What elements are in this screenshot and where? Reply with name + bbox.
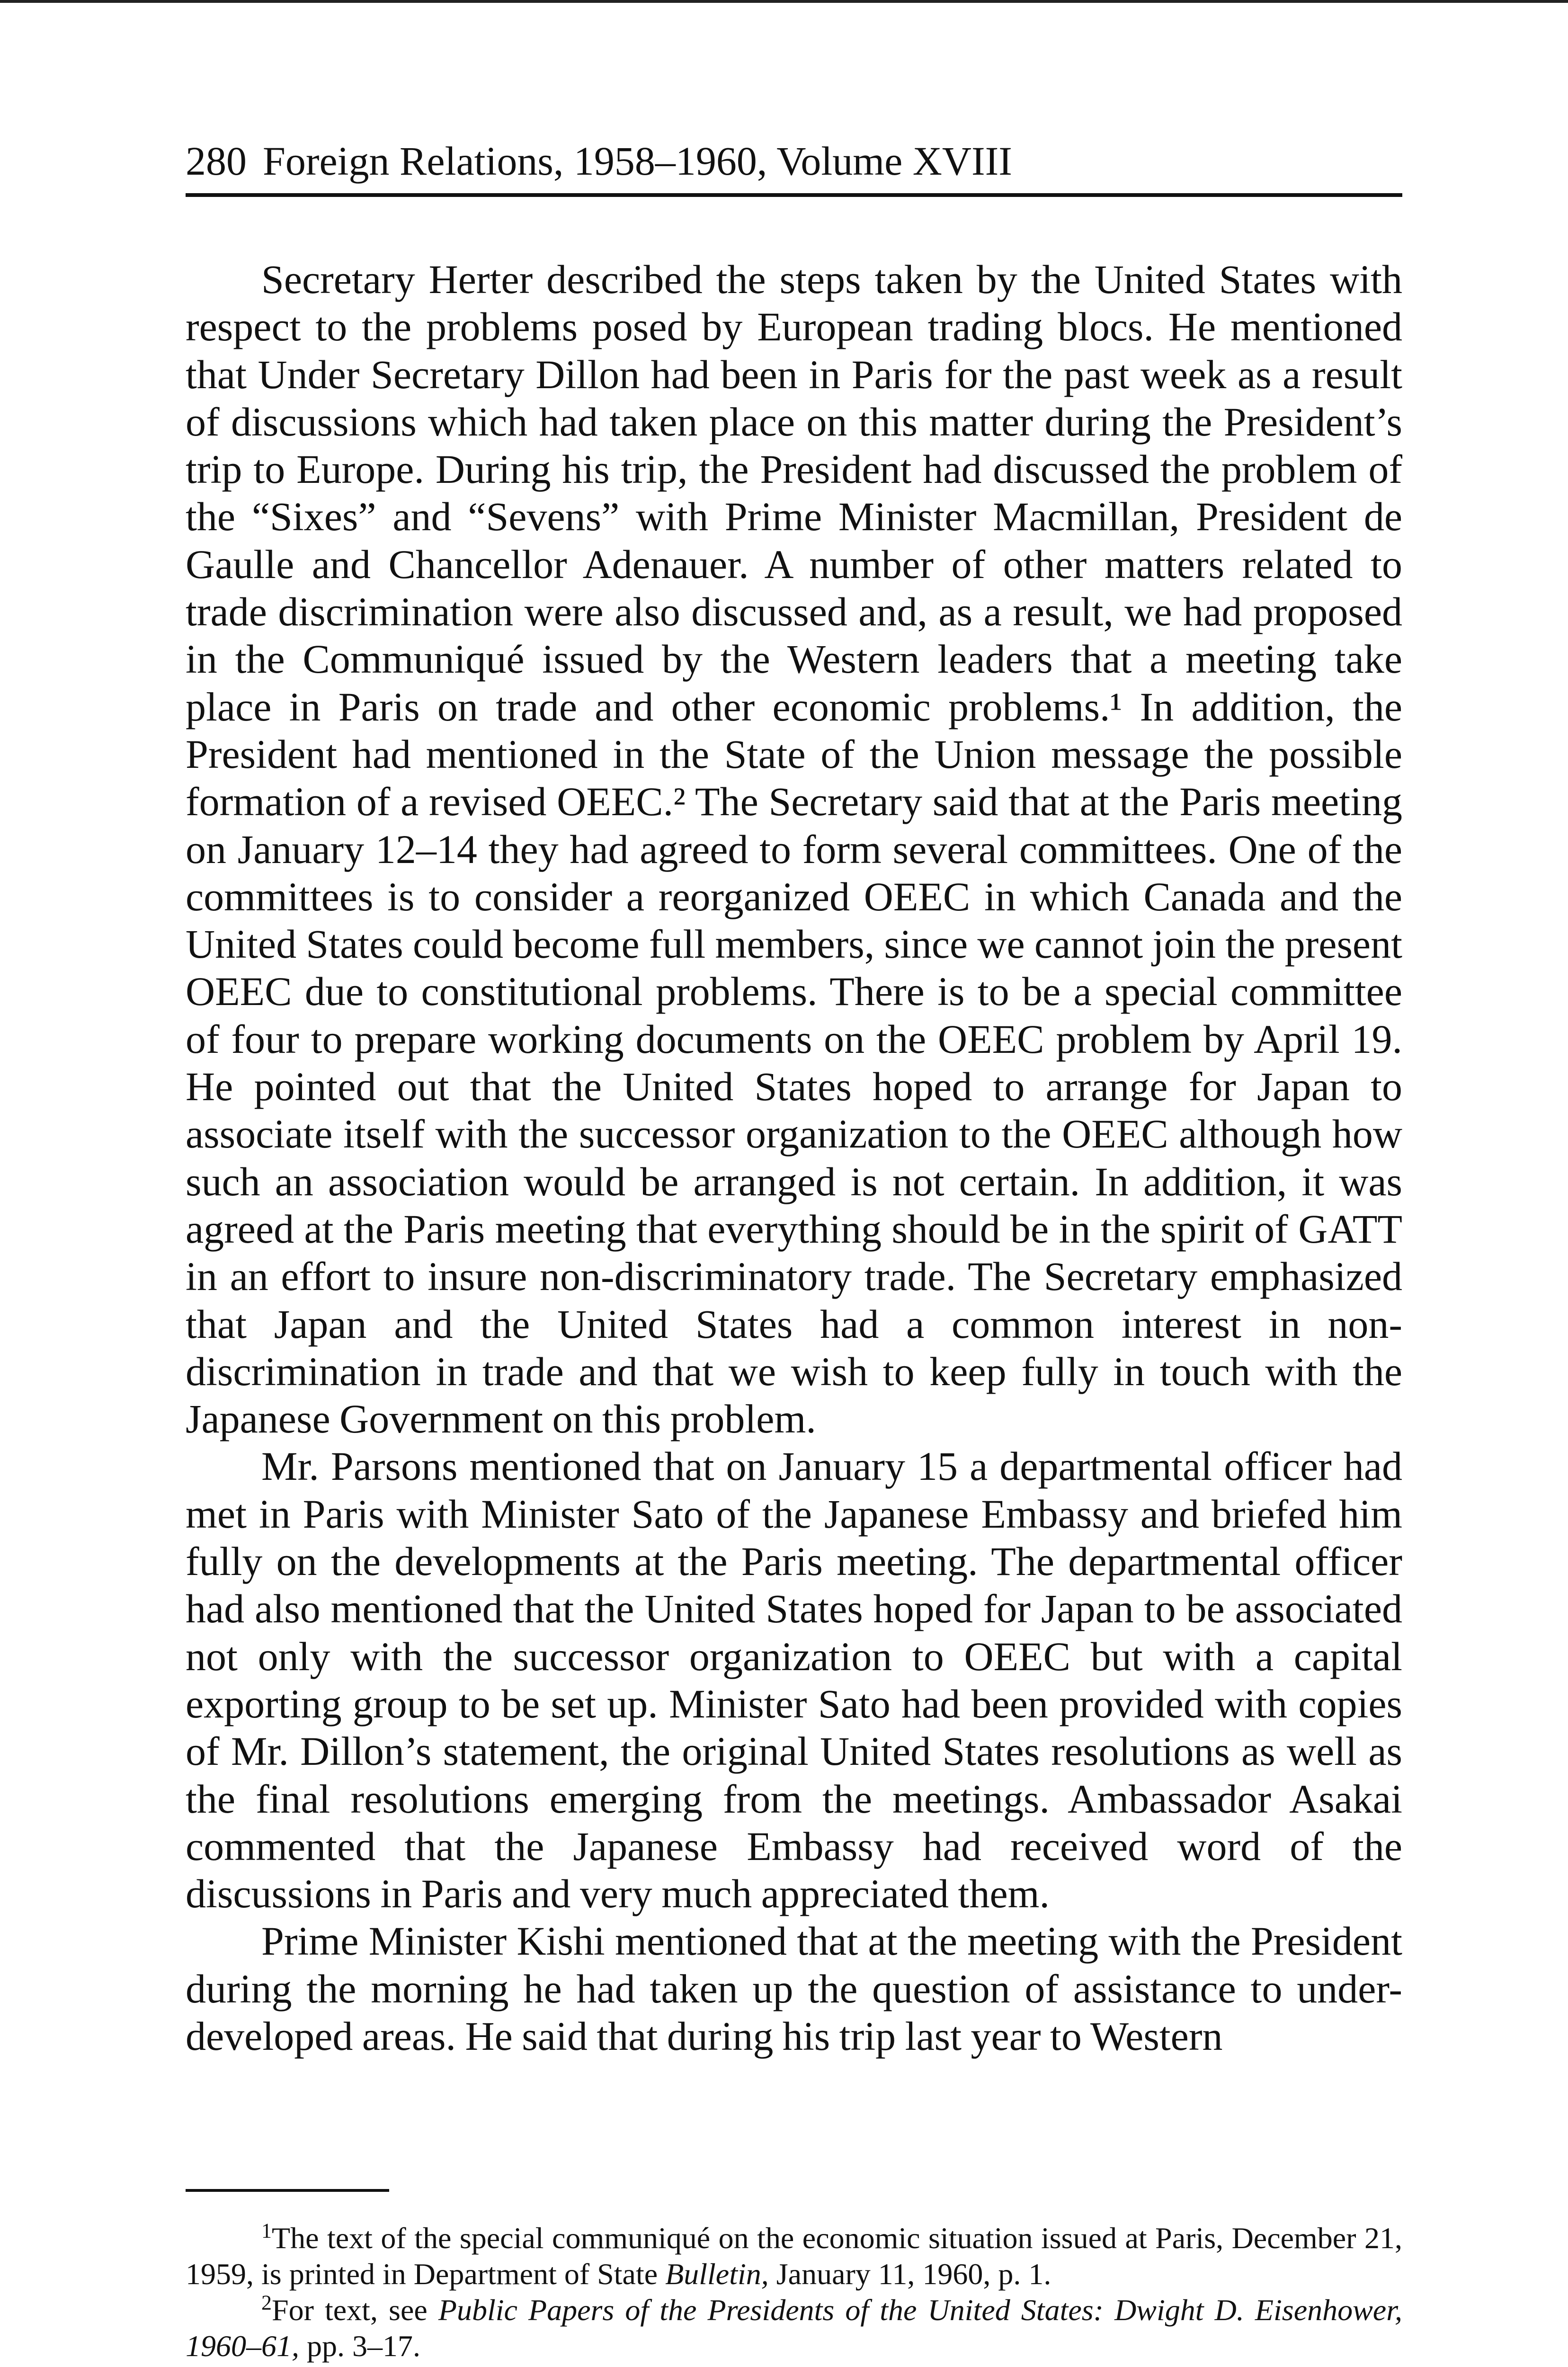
footnote-2 <box>186 2292 1402 2364</box>
page-number: 280 <box>186 138 247 184</box>
footnote-1 <box>186 2220 1402 2292</box>
footnote-text-after: January 11, 1960, p. 1. <box>768 2257 1051 2291</box>
footnote-text: For text, see <box>272 2293 438 2327</box>
paragraph-kishi: Prime Minister Kishi mentioned that at the meeting with the President during the morning he had taken up the question of assistance to under-developed areas. He said that during his trip last year to Western <box>186 1918 1402 2059</box>
paragraph-parsons: Mr. Parsons mentioned that on January 15 a departmental officer had met in Paris with Minister Sato of the Japanese Embassy and briefed him fully on the developments at the Paris meeting. The departmental officer had also mentioned that the United States hoped for Japan to be associated not only with the successor organization to OEEC but with a capital exporting group to be set up. Minister Sato had been provided with copies of Mr. Dillon’s statement, the original United States resolutions as well as the final resolutions emerging from the meetings. Ambassador Asakai commented that the Japanese Embassy had received word of the discussions in Paris and very much appreciated them. <box>186 1443 1402 1917</box>
footnote-citation-italic: Public Papers of the Presidents of the United States: Dwight D. Eisenhower, 1960–61, <box>186 2293 1403 2363</box>
running-header <box>186 137 1402 185</box>
footnote-marker: 2 <box>261 2291 272 2314</box>
body-text <box>186 256 1402 2060</box>
footnotes <box>186 2220 1402 2364</box>
footnote-citation-italic: Bulletin, <box>665 2257 769 2291</box>
footnote-text: The text of the special communiqué on the economic situation issued at Paris, December 21, 1959, is printed in Department of State <box>186 2221 1402 2291</box>
footnote-text-after: pp. 3–17. <box>299 2329 420 2363</box>
running-title: Foreign Relations, 1958–1960, Volume XVIII <box>263 138 1012 184</box>
header-rule <box>186 193 1402 197</box>
page-top-border <box>0 0 1568 3</box>
paragraph-herter: Secretary Herter described the steps taken by the United States with respect to the problems posed by European trading blocs. He mentioned that Under Secretary Dillon had been in Paris for the past week as a result of discussions which had taken place on this matter during the President’s trip to Europe. During his trip, the President had discussed the problem of the “Sixes” and “Sevens” with Prime Minister Macmillan, President de Gaulle and Chancellor Adenauer. A number of other matters related to trade discrimination were also discussed and, as a result, we had proposed in the Communiqué issued by the Western leaders that a meeting take place in Paris on trade and other economic problems.¹ In addition, the President had mentioned in the State of the Union message the possible formation of a revised OEEC.² The Secretary said that at the Paris meeting on January 12–14 they had agreed to form several committees. One of the committees is to consider a reorganized OEEC in which Canada and the United States could become full members, since we cannot join the present OEEC due to constitutional problems. There is to be a special committee of four to prepare working documents on the OEEC problem by April 19. He pointed out that the United States hoped to arrange for Japan to associate itself with the successor organization to the OEEC although how such an association would be arranged is not certain. In addition, it was agreed at the Paris meeting that everything should be in the spirit of GATT in an effort to insure non-discriminatory trade. The Secretary emphasized that Japan and the United States had a common interest in non-discrimination in trade and that we wish to keep fully in touch with the Japanese Government on this problem. <box>186 257 1402 1442</box>
footnote-rule <box>186 2189 389 2192</box>
footnote-marker: 1 <box>261 2219 272 2242</box>
